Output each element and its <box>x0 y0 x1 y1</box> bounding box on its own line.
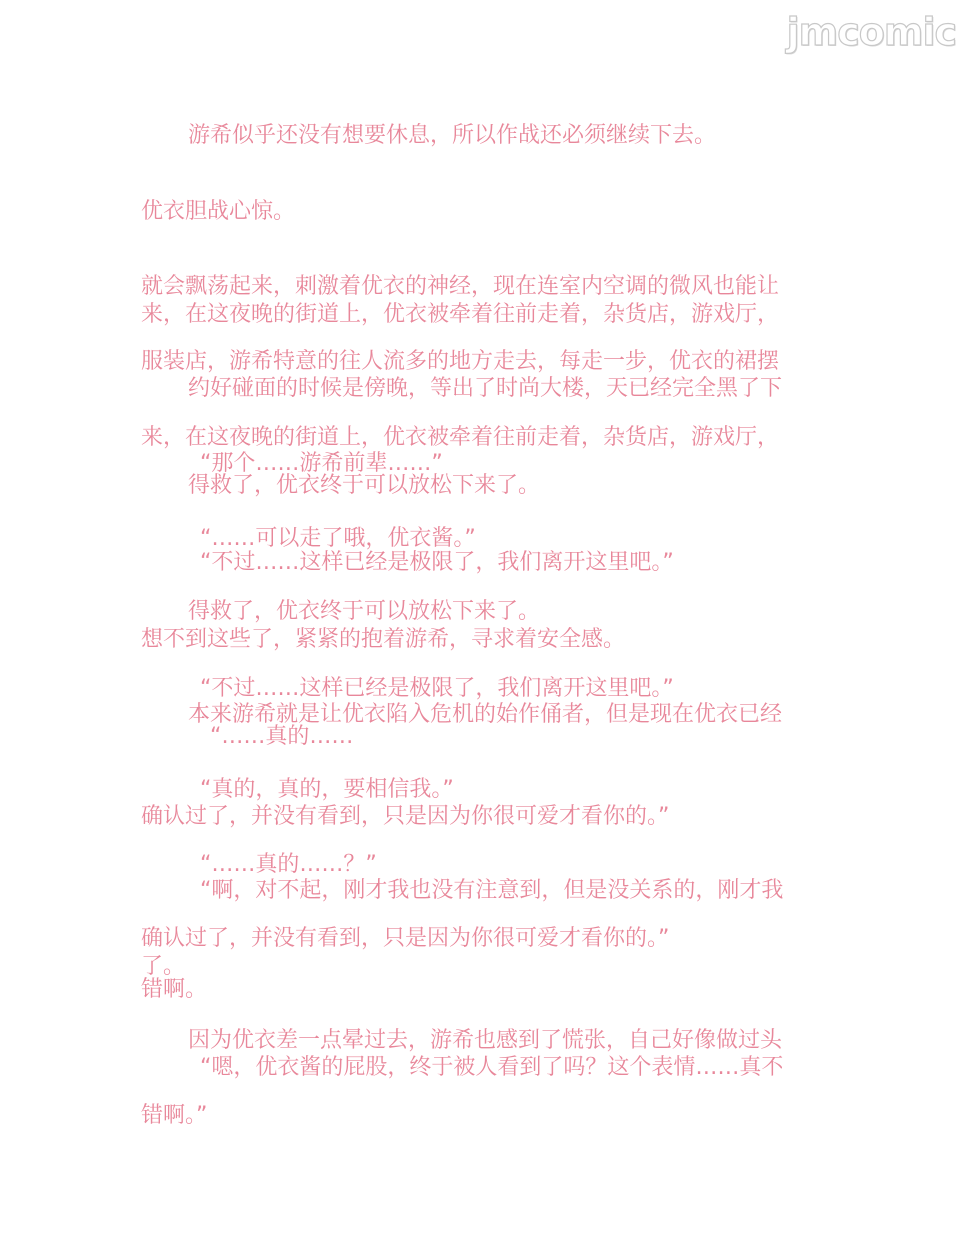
cut-line-strip <box>141 301 841 325</box>
text-line: “……真的…… <box>210 724 354 749</box>
text-line: 游希似乎还没有想要休息，所以作战还必须继续下去。 <box>188 123 717 148</box>
text-line: 来，在这夜晚的街道上，优衣被牵着往前走着，杂货店，游戏厅， <box>141 425 780 450</box>
text-line: 错啊。” <box>141 1103 208 1128</box>
cut-line-strip <box>210 724 510 751</box>
text-line: “嗯，优衣酱的屁股，终于被人看到了吗？这个表情……真不 <box>200 1055 784 1080</box>
text-line: 了。 <box>141 954 186 979</box>
watermark-logo: jmcomic <box>786 10 956 54</box>
text-line: “那个……游希前辈……” <box>200 451 443 476</box>
text-line: “……真的……？” <box>200 852 377 877</box>
text-line: 得救了，优衣终于可以放松下来了。 <box>188 599 541 624</box>
cut-line-strip <box>200 851 500 877</box>
text-line: 约好碰面的时候是傍晚，等出了时尚大楼，天已经完全黑了下 <box>188 376 783 401</box>
text-line: “真的，真的，要相信我。” <box>200 777 454 802</box>
text-line: 确认过了，并没有看到，只是因为你很可爱才看你的。” <box>141 926 670 951</box>
cut-line-strip <box>200 550 900 576</box>
text-line: 得救了，优衣终于可以放松下来了。 <box>188 473 541 498</box>
cut-line-strip <box>141 424 841 450</box>
text-line: “……可以走了哦，优衣酱。” <box>200 526 476 551</box>
text-line: 本来游希就是让优衣陷入危机的始作俑者，但是现在优衣已经 <box>188 702 783 727</box>
cut-line-strip <box>188 473 888 500</box>
text-line: “不过……这样已经是极限了，我们离开这里吧。” <box>200 676 674 701</box>
cut-line-strip <box>141 1102 341 1128</box>
text-line: 优衣胆战心惊。 <box>141 199 296 224</box>
cut-line-strip <box>141 977 341 1004</box>
text-line: 就会飘荡起来，刺激着优衣的神经，现在连室内空调的微风也能让 <box>141 274 780 299</box>
cut-line-strip <box>141 925 841 951</box>
text-line: 来，在这夜晚的街道上，优衣被牵着往前走着，杂货店，游戏厅， <box>141 302 780 327</box>
text-line: 因为优衣差一点晕过去，游希也感到了慌张，自己好像做过头 <box>188 1028 783 1053</box>
text-line: 想不到这些了，紧紧的抱着游希，寻求着安全感。 <box>141 627 626 652</box>
text-line: “不过……这样已经是极限了，我们离开这里吧。” <box>200 550 674 575</box>
cut-line-strip <box>200 675 900 701</box>
text-line: 服装店，游希特意的往人流多的地方走去，每走一步，优衣的裙摆 <box>141 349 780 374</box>
text-line: 错啊。 <box>141 977 208 1002</box>
text-line: “啊，对不起，刚才我也没有注意到，但是没关系的，刚才我 <box>200 878 784 903</box>
cut-line-strip <box>188 598 888 624</box>
text-line: 确认过了，并没有看到，只是因为你很可爱才看你的。” <box>141 804 670 829</box>
